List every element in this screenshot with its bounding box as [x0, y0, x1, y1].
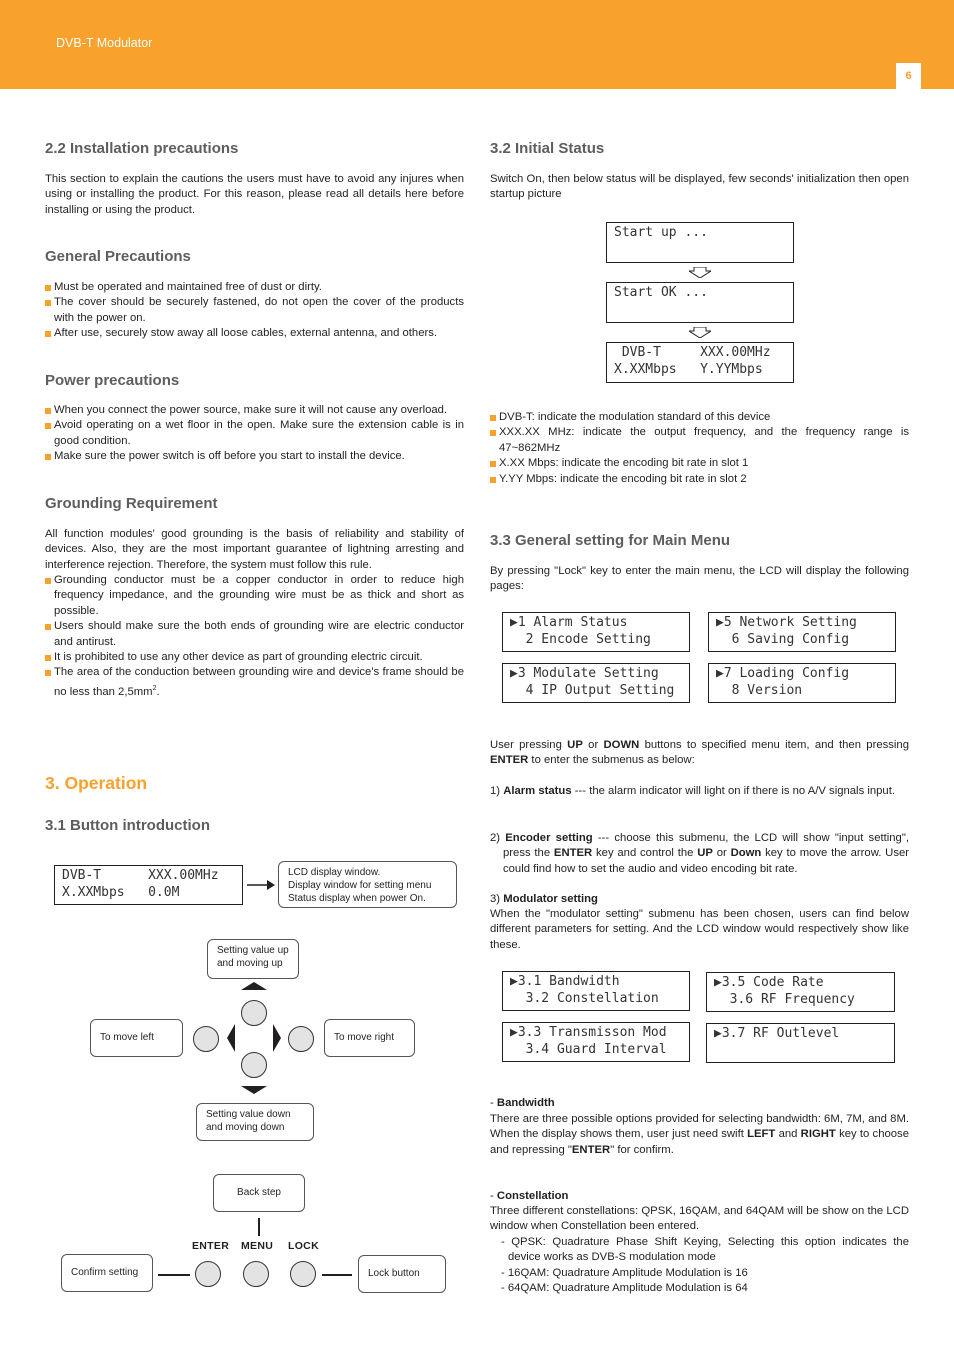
lcd-start-up: Start up ... — [606, 222, 794, 263]
page-header — [0, 0, 954, 89]
lcd-menu-5: ▶5 Network Setting 6 Saving Config — [708, 612, 896, 652]
enter-button[interactable] — [195, 1261, 221, 1287]
list-item: XXX.XX MHz: indicate the output frequency, and the frequency range is 47~862MHz — [490, 425, 909, 456]
list-item: DVB-T: indicate the modulation standard of this device — [490, 410, 909, 425]
modulator-setting-text: When the "modulator setting" submenu has been chosen, users can find below different parameters for setting. And the LCD window would respectively show like these. — [490, 908, 909, 951]
list-item: Users should make sure the both ends of grounding wire are electric conductor and antirust. — [45, 619, 464, 650]
constellation-title: - Constellation — [490, 1190, 569, 1202]
lock-label: LOCK — [288, 1240, 319, 1252]
list-item: X.XX Mbps: indicate the encoding bit rate in slot 1 — [490, 456, 909, 471]
lcd-callout: LCD display window. Display window for setting menu Status display when power On. — [278, 861, 457, 908]
alarm-status-text: 1) Alarm status --- the alarm indicator will light on if there is no A/V signals input. — [490, 785, 895, 797]
bandwidth-title: - Bandwidth — [490, 1097, 555, 1109]
list-item: Must be operated and maintained free of dust or dirty. — [45, 280, 464, 295]
modulator-setting-title: 3) Modulator setting — [490, 893, 598, 905]
up-arrow-icon — [241, 982, 267, 990]
down-arrow-icon — [689, 327, 711, 338]
encoder-setting-text: 2) Encoder setting --- choose this submenu, the LCD will show "input setting", press the ENTER key and control the UP or Down key to move the arrow. User could find how to set the audio and video encoding bit rate. — [490, 832, 910, 875]
grounding-text: All function modules' good grounding is the basis of reliability and stability of devices. Also, they are the most important guarantee of lightning arresting and interference rejection. Therefore, the system must follow this rule. — [45, 528, 464, 571]
header-title: DVB-T Modulator — [56, 36, 153, 50]
main-menu-text: By pressing "Lock" key to enter the main menu, the LCD will display the following pages: — [490, 565, 909, 593]
right-callout: To move right — [324, 1019, 415, 1057]
enter-label: ENTER — [192, 1240, 230, 1252]
right-arrow-icon — [273, 1024, 281, 1052]
list-item: Y.YY Mbps: indicate the encoding bit rate in slot 2 — [490, 472, 909, 487]
list-item: Make sure the power switch is off before you start to install the device. — [45, 449, 464, 464]
lcd-mod-5: ▶3.5 Code Rate 3.6 RF Frequency — [706, 972, 895, 1012]
main-menu-heading: 3.3 General setting for Main Menu — [490, 532, 731, 549]
down-callout: Setting value down and moving down — [196, 1103, 314, 1141]
power-precautions-list — [45, 403, 464, 465]
installation-text: This section to explain the cautions the users must have to avoid any injures when using or installing the product. For this reason, please read all details here before installing or using the product. — [45, 173, 464, 216]
bandwidth-text: There are three possible options provided for selecting bandwidth: 6M, 7M, and 8M. When the display shows them, user just need swift LEFT and RIGHT key to choose and repressing "ENTER" for confirm. — [490, 1113, 909, 1156]
menu-button[interactable] — [243, 1261, 269, 1287]
menu-label: MENU — [241, 1240, 274, 1252]
connector-line — [258, 1218, 260, 1236]
lcd-mod-1: ▶3.1 Bandwidth 3.2 Constellation — [502, 971, 690, 1011]
down-arrow-icon — [241, 1086, 267, 1094]
list-item: Grounding conductor must be a copper conductor in order to reduce high frequency impedance, and the grounding wire must be as thick and short as possible. — [45, 573, 464, 619]
connector-line — [158, 1274, 190, 1276]
usage-text: User pressing UP or DOWN buttons to specified menu item, and then pressing ENTER to enter the submenus as below: — [490, 739, 909, 767]
lcd-status: DVB-T XXX.00MHz X.XXMbps Y.YYMbps — [606, 342, 794, 383]
constellation-option: - 16QAM: Quadrature Amplitude Modulation is 16 — [501, 1267, 748, 1279]
grounding-heading: Grounding Requirement — [45, 495, 218, 512]
button-intro-heading: 3.1 Button introduction — [45, 817, 210, 834]
initial-status-text: Switch On, then below status will be displayed, few seconds' initialization then open startup picture — [490, 173, 909, 201]
operation-heading: 3. Operation — [45, 773, 148, 793]
list-item: The cover should be securely fastened, do not open the cover of the products with the power on. — [45, 295, 464, 326]
list-item: When you connect the power source, make sure it will not cause any overload. — [45, 403, 464, 418]
up-button[interactable] — [241, 1000, 267, 1026]
lcd-menu-7: ▶7 Loading Config 8 Version — [708, 663, 896, 703]
lcd-mod-7: ▶3.7 RF Outlevel — [706, 1023, 895, 1063]
confirm-callout: Confirm setting — [61, 1254, 153, 1292]
general-precautions-list — [45, 280, 464, 342]
list-item: After use, securely stow away all loose cables, external antenna, and others. — [45, 326, 464, 341]
back-callout: Back step — [213, 1174, 305, 1212]
left-arrow-icon — [227, 1024, 235, 1052]
arrow-right-icon — [247, 878, 275, 892]
lcd-mod-3: ▶3.3 Transmisson Mod 3.4 Guard Interval — [502, 1022, 690, 1062]
general-precautions-heading: General Precautions — [45, 248, 191, 265]
left-button[interactable] — [193, 1026, 219, 1052]
down-arrow-icon — [689, 267, 711, 278]
list-item: It is prohibited to use any other device as part of grounding electric circuit. — [45, 650, 464, 665]
grounding-list — [45, 573, 464, 700]
lcd-menu-1: ▶1 Alarm Status 2 Encode Setting — [502, 612, 690, 652]
constellation-option: - 64QAM: Quadrature Amplitude Modulation is 64 — [501, 1282, 748, 1294]
down-button[interactable] — [241, 1052, 267, 1078]
lcd-status-display: DVB-T XXX.00MHz X.XXMbps 0.0M — [54, 865, 243, 905]
list-item: Avoid operating on a wet floor in the open. Make sure the extension cable is in good condition. — [45, 418, 464, 449]
right-button[interactable] — [288, 1026, 314, 1052]
constellation-option: - QPSK: Quadrature Phase Shift Keying, Selecting this option indicates the device works as DVB-S modulation mode — [501, 1236, 909, 1264]
power-precautions-heading: Power precautions — [45, 372, 180, 389]
initial-status-heading: 3.2 Initial Status — [490, 140, 605, 157]
lock-button[interactable] — [290, 1261, 316, 1287]
status-legend-list — [490, 410, 909, 487]
list-item: The area of the conduction between grounding wire and device's frame should be no less than $2,5mm^2$. — [45, 665, 464, 700]
lcd-start-ok: Start OK ... — [606, 282, 794, 323]
lock-callout: Lock button — [358, 1255, 446, 1293]
up-callout: Setting value up and moving up — [207, 939, 299, 979]
installation-heading: 2.2 Installation precautions — [45, 140, 239, 157]
lcd-menu-3: ▶3 Modulate Setting 4 IP Output Setting — [502, 663, 690, 703]
page-number: 6 — [896, 63, 921, 89]
constellation-text: Three different constellations: QPSK, 16QAM, and 64QAM will be show on the LCD window when Constellation been entered. — [490, 1205, 909, 1233]
connector-line — [322, 1274, 352, 1276]
left-callout: To move left — [90, 1019, 183, 1057]
